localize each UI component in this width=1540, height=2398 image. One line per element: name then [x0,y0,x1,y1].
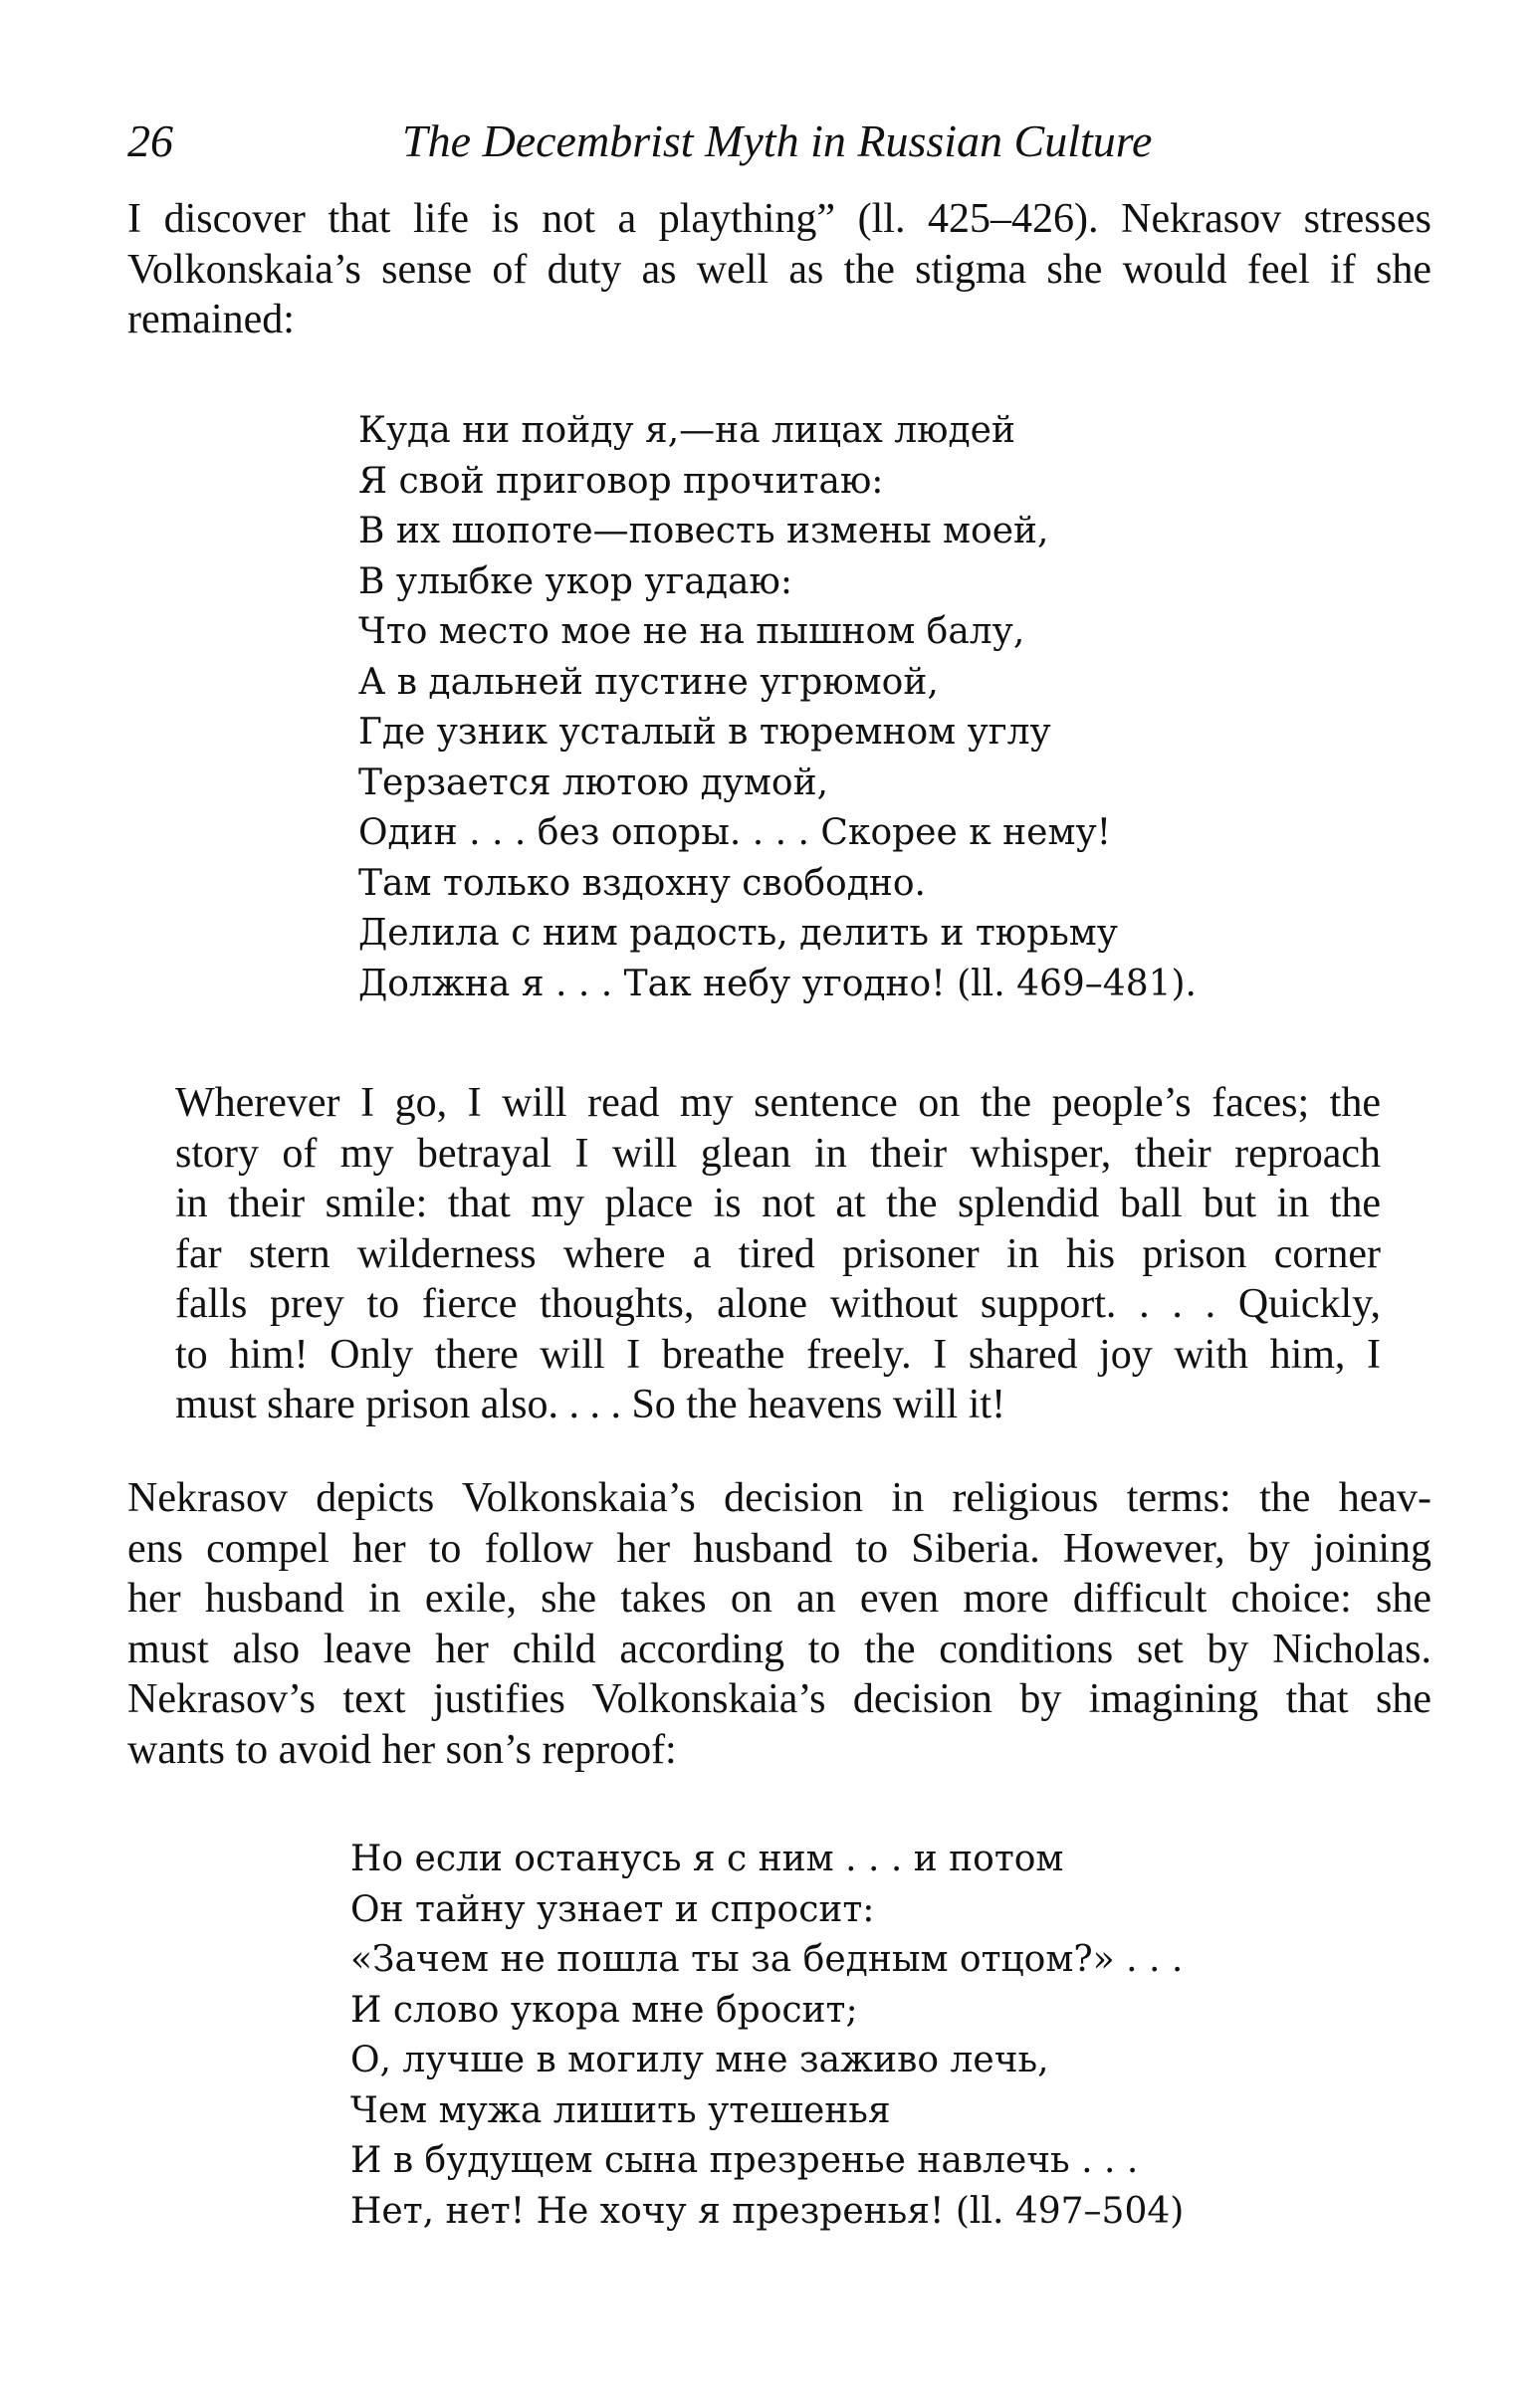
text-line: Volkonskaia’s sense of duty as well as the stigma she would feel if she [127,246,1431,293]
verse-line: Один . . . без опоры. . . . Скорее к нему! [358,812,1112,853]
text-line: must share prison also. . . . So the heavens will it! [175,1382,1006,1427]
running-head [127,111,1431,171]
text-line: remained: [127,297,295,342]
verse-line: Нет, нет! Не хочу я презренья! (ll. 497–504) [350,2190,1185,2232]
text-line: ens compel her to follow her husband to Siberia. However, by joining [127,1525,1431,1572]
russian-verse-2 [350,1835,1184,2237]
verse-line: Там только вздохну свободно. [358,862,926,904]
verse-line: Чем мужа лишить утешенья [350,2089,891,2131]
verse-line: Куда ни пойду я,—на лицах людей [358,410,1015,451]
verse-line: В их шопоте—повесть измены моей, [358,511,1049,551]
verse-line: И слово укора мне бросит; [350,1989,858,2031]
text-line: wants to avoid her son’s reproof: [127,1726,677,1773]
text-line: in their smile: that my place is not at the splendid ball but in the [175,1181,1381,1226]
text-line: must also leave her child according to the conditions set by Nicholas. [127,1626,1431,1672]
verse-line: А в дальней пустине угрюмой, [358,661,939,703]
text-line: Nekrasov depicts Volkonskaia’s decision in religious terms: the heav- [127,1475,1431,1521]
text-line: to him! Only there will I breathe freely. I shared joy with him, I [175,1331,1381,1378]
text-line: far stern wilderness where a tired prisoner in his prison corner [175,1230,1381,1277]
body-paragraph-1 [127,194,1431,345]
text-line: Wherever I go, I will read my sentence on the people’s faces; the [175,1080,1381,1126]
body-paragraph-2 [127,1473,1431,1775]
verse-line: Терзается лютою думой, [358,762,829,803]
text-line: I discover that life is not a plaything” (ll. 425–426). Nekrasov stresses [127,196,1431,242]
text-line: story of my betrayal I will glean in their whisper, their reproach [175,1130,1381,1177]
page-number: 26 [127,115,173,166]
verse-line: Но если останусь я с ним . . . и потом [350,1839,1064,1879]
verse-line: О, лучше в могилу мне заживо лечь, [350,2040,1049,2080]
text-line: Nekrasov’s text justifies Volkonskaia’s decision by imagining that she [127,1676,1431,1722]
verse-line: Я свой приговор прочитаю: [358,460,884,502]
text-line: her husband in exile, she takes on an even more difficult choice: she [127,1576,1431,1622]
verse-line: Должна я . . . Так небу угодно! (ll. 469–481). [358,963,1197,1004]
text-line: falls prey to fierce thoughts, alone without support. . . . Quickly, [175,1281,1381,1327]
verse-line: Где узник усталый в тюремном углу [358,712,1051,753]
english-translation-1 [175,1078,1381,1430]
verse-line: В улыбке укор угадаю: [358,560,792,602]
russian-verse-1 [358,406,1197,1009]
verse-line: И в будущем сына презренье навлечь . . . [350,2140,1139,2181]
verse-line: «Зачем не пошла ты за бедным отцом?» . . . [350,1939,1184,1980]
verse-line: Он тайну узнает и спросит: [350,1888,875,1930]
book-title: The Decembrist Myth in Russian Culture [402,115,1153,166]
verse-line: Делила с ним радость, делить и тюрьму [358,913,1118,954]
verse-line: Что место мое не на пышном балу, [358,611,1025,652]
